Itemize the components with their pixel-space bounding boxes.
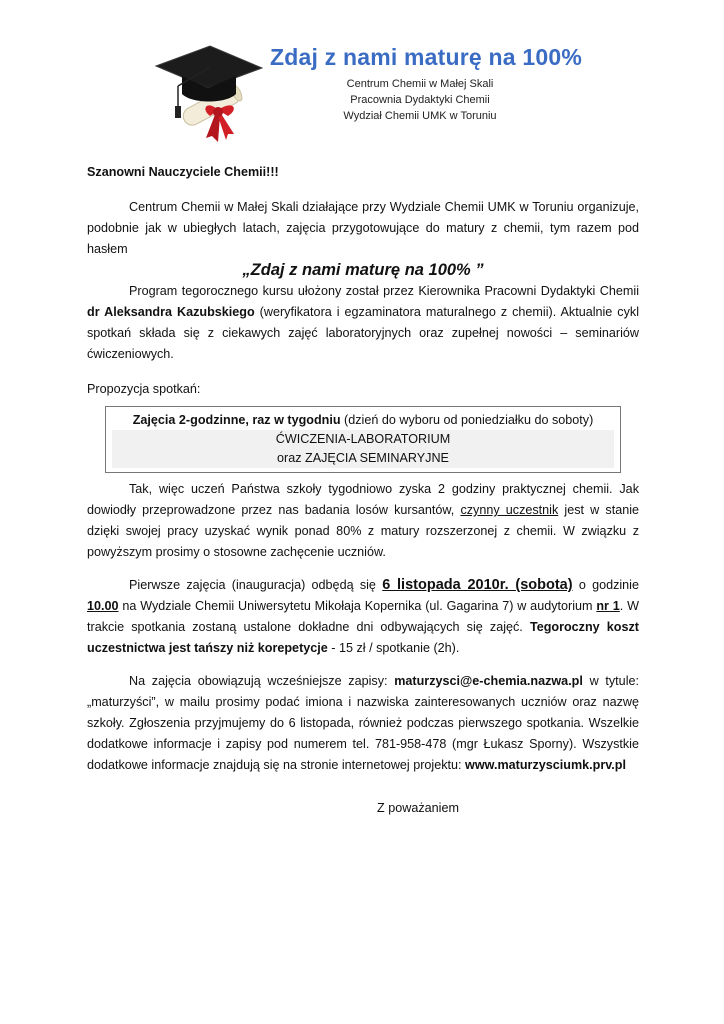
header-title: Zdaj z nami maturę na 100% [270,44,582,70]
paragraph-registration [87,671,639,776]
schedule-bold: Zajęcia 2-godzinne, raz w tygodniu [132,413,341,427]
schedule-days: (dzień do wyboru od poniedziałku do soboty) [340,413,594,427]
slogan: „Zdaj z nami maturę na 100% ” [242,261,484,279]
paragraph-first-meeting [87,575,639,659]
program-text-1: Program tegorocznego kursu ułożony został przez Kierownika Pracowni Dydaktyki Chemii [129,284,639,298]
results-text-2: jest w stanie dzięki swojej pracy uzyskać wynik ponad 80% z matury rozszerzonej z chemii. W związku z powyższym prosimy o stosowne zachęcenie uczniów. [87,503,640,559]
closing-signature: Z poważaniem [377,801,459,815]
active-participant: czynny uczestnik [460,503,559,517]
paragraph-results [87,479,639,563]
paragraph-program [87,281,639,365]
paragraph-intro: Centrum Chemii w Małej Skali działające przy Wydziale Chemii UMK w Toruniu organizuje, podobnie jak w ubiegłych latach, zajęcia przygotowujące do matury z chemii, tym razem pod hasłem [87,200,639,256]
registration-email[interactable]: maturzysci@e-chemia.nazwa.pl [394,674,583,688]
schedule-seminar: oraz ZAJĘCIA SEMINARYJNE [112,449,614,468]
schedule-lab: ĆWICZENIA-LABORATORIUM [112,430,614,449]
letter-body [87,162,639,819]
cost-price: - 15 zł / spotkanie (2h). [327,641,460,655]
registration-text-1: Na zajęcia obowiązują wcześniejsze zapisy: [129,674,395,688]
proposal-label: Propozycja spotkań: [87,382,201,396]
greeting: Szanowni Nauczyciele Chemii!!! [87,165,279,179]
cost-statement: Tegoroczny koszt uczestnictwa jest tańszy niż korepetycje [87,620,639,655]
graduation-cap-diploma-icon [148,38,268,148]
results-text-1: Tak, więc uczeń Państwa szkoły tygodniowo zyska 2 godziny praktycznej chemii. Jak dowiodły przeprowadzone przez nas badania losów kursantów, [87,482,639,517]
meeting-room: nr 1 [596,599,620,613]
meeting-date: 6 listopada 2010r. (sobota) [382,577,573,593]
meeting-time: 10.00 [87,599,119,613]
letter-header [0,0,724,150]
schedule-box [105,406,621,473]
author-name: dr Aleksandra Kazubskiego [87,305,255,319]
program-text-2: (weryfikatora i egzaminatora maturalnego z chemii). Aktualnie cykl spotkań składa się z ciekawych zajęć laboratoryjnych oraz zupełnej nowości – seminariów ćwiczeniowych. [87,305,639,361]
header-line-1: Centrum Chemii w Małej Skali [346,78,494,90]
registration-text-2: w tytule: „maturzyści”, w mailu prosimy podać imiona i nazwiska zainteresowanych uczniów oraz nazwę szkoły. Zgłoszenia przyjmujemy do 6 listopada, również podczas pierwszego spotkania. Wszelkie dodatkowe informacje i zapisy pod numerem tel. 781-958-478 (mgr Łukasz Sporny). Wszystkie dodatkowe informacje znajdują się na stronie internetowej projektu: [87,674,639,772]
header-line-2: Pracownia Dydaktyki Chemii [350,94,490,106]
meeting-text-1: Pierwsze zajęcia (inauguracja) odbędą się [129,578,383,592]
meeting-text-2: o godzinie [572,578,639,592]
meeting-text-3: na Wydziale Chemii Uniwersytetu Mikołaja Kopernika (ul. Gagarina 7) w audytorium [118,599,597,613]
header-line-3: Wydział Chemii UMK w Toruniu [343,110,497,122]
project-website[interactable]: www.maturzysciumk.prv.pl [465,758,626,772]
meeting-text-4: . W trakcie spotkania zostaną ustalone dokładne dni odbywających się zajęć. [87,599,639,634]
